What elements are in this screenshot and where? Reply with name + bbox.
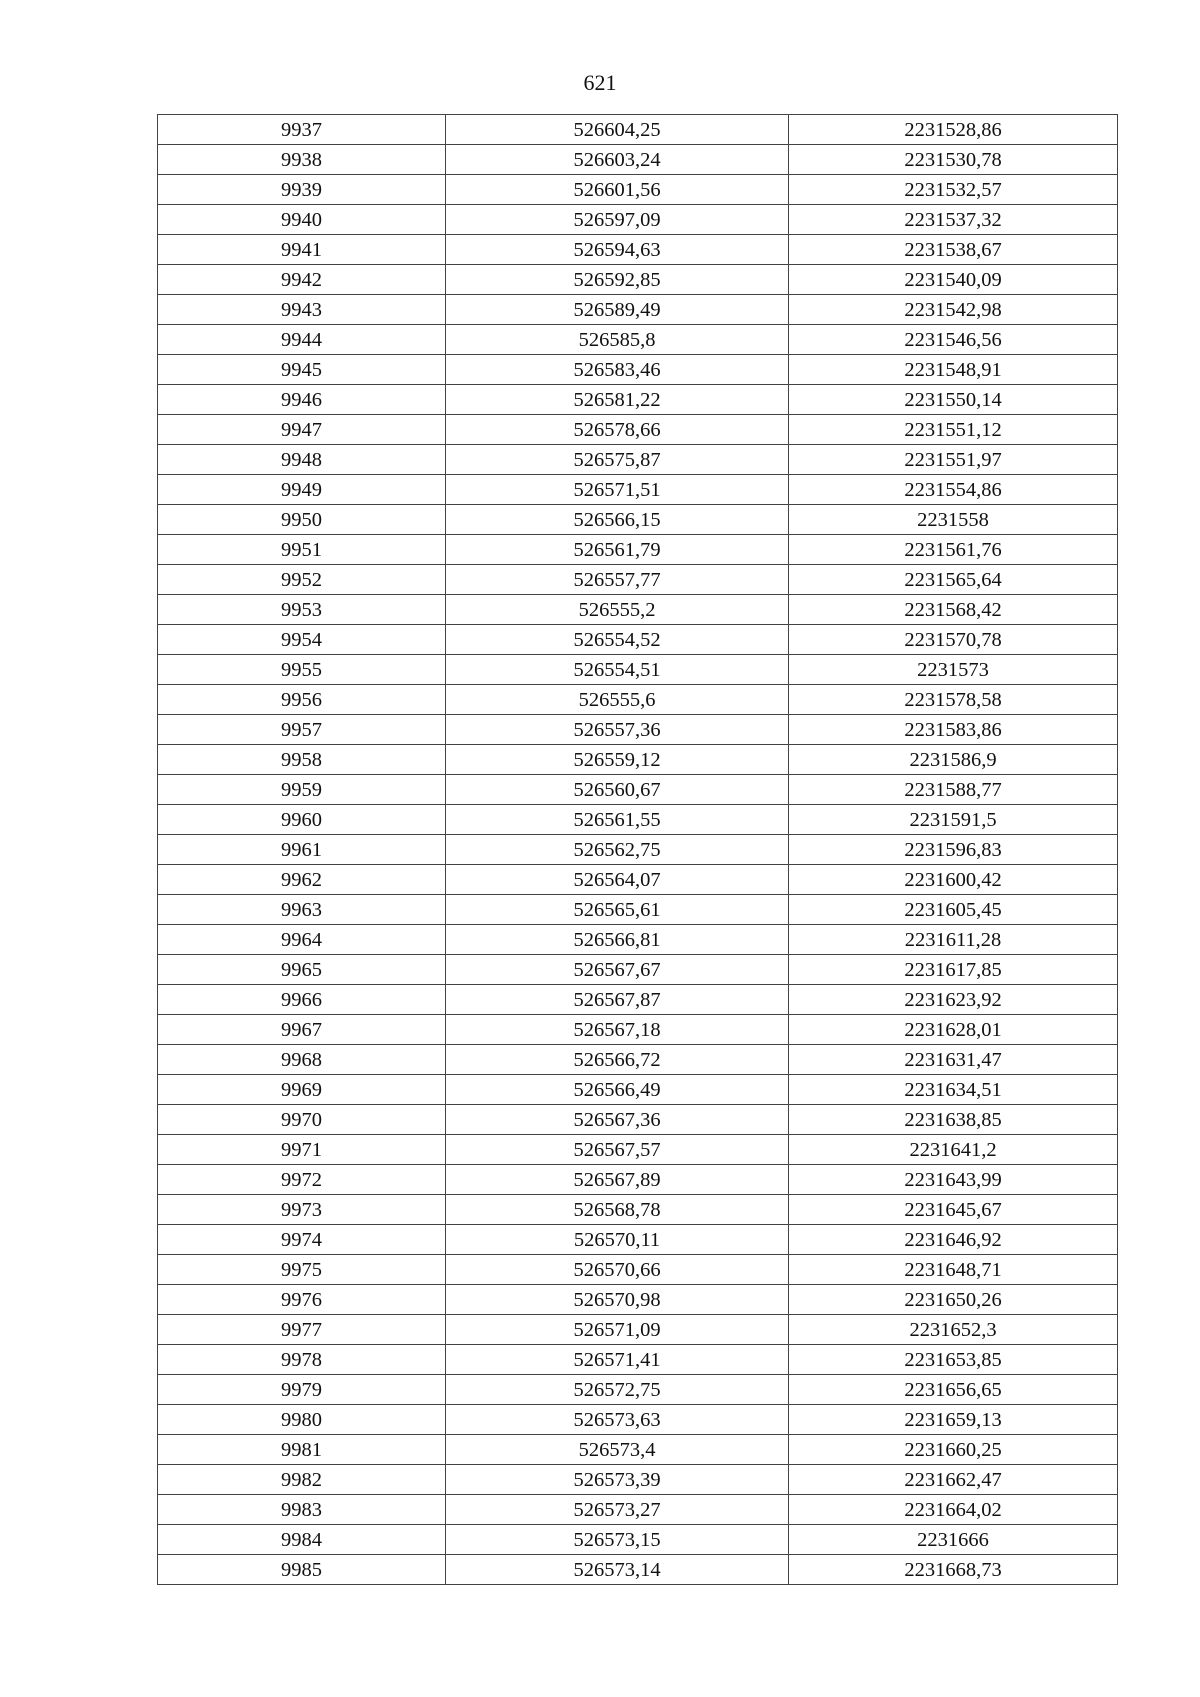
- x-coordinate-cell: 526568,78: [446, 1195, 789, 1225]
- table-row: [158, 1435, 1118, 1465]
- x-coordinate-cell: 526561,55: [446, 805, 789, 835]
- x-coordinate-cell: 526567,57: [446, 1135, 789, 1165]
- y-coordinate-cell: 2231628,01: [789, 1015, 1118, 1045]
- x-coordinate-cell: 526559,12: [446, 745, 789, 775]
- point-number-cell: 9974: [158, 1225, 446, 1255]
- x-coordinate-cell: 526573,27: [446, 1495, 789, 1525]
- x-coordinate-cell: 526561,79: [446, 535, 789, 565]
- y-coordinate-cell: 2231664,02: [789, 1495, 1118, 1525]
- x-coordinate-cell: 526597,09: [446, 205, 789, 235]
- y-coordinate-cell: 2231596,83: [789, 835, 1118, 865]
- x-coordinate-cell: 526566,72: [446, 1045, 789, 1075]
- x-coordinate-cell: 526578,66: [446, 415, 789, 445]
- y-coordinate-cell: 2231532,57: [789, 175, 1118, 205]
- y-coordinate-cell: 2231641,2: [789, 1135, 1118, 1165]
- point-number-cell: 9966: [158, 985, 446, 1015]
- point-number-cell: 9946: [158, 385, 446, 415]
- point-number-cell: 9943: [158, 295, 446, 325]
- x-coordinate-cell: 526564,07: [446, 865, 789, 895]
- x-coordinate-cell: 526571,41: [446, 1345, 789, 1375]
- table-row: [158, 1195, 1118, 1225]
- x-coordinate-cell: 526567,18: [446, 1015, 789, 1045]
- point-number-cell: 9960: [158, 805, 446, 835]
- y-coordinate-cell: 2231605,45: [789, 895, 1118, 925]
- point-number-cell: 9947: [158, 415, 446, 445]
- x-coordinate-cell: 526557,36: [446, 715, 789, 745]
- x-coordinate-cell: 526583,46: [446, 355, 789, 385]
- y-coordinate-cell: 2231537,32: [789, 205, 1118, 235]
- table-row: [158, 805, 1118, 835]
- point-number-cell: 9965: [158, 955, 446, 985]
- table-row: [158, 325, 1118, 355]
- point-number-cell: 9952: [158, 565, 446, 595]
- x-coordinate-cell: 526589,49: [446, 295, 789, 325]
- point-number-cell: 9940: [158, 205, 446, 235]
- table-row: [158, 445, 1118, 475]
- x-coordinate-cell: 526565,61: [446, 895, 789, 925]
- y-coordinate-cell: 2231591,5: [789, 805, 1118, 835]
- x-coordinate-cell: 526567,67: [446, 955, 789, 985]
- table-row: [158, 715, 1118, 745]
- y-coordinate-cell: 2231646,92: [789, 1225, 1118, 1255]
- table-row: [158, 1405, 1118, 1435]
- y-coordinate-cell: 2231600,42: [789, 865, 1118, 895]
- point-number-cell: 9979: [158, 1375, 446, 1405]
- point-number-cell: 9963: [158, 895, 446, 925]
- x-coordinate-cell: 526566,49: [446, 1075, 789, 1105]
- point-number-cell: 9950: [158, 505, 446, 535]
- x-coordinate-cell: 526575,87: [446, 445, 789, 475]
- x-coordinate-cell: 526592,85: [446, 265, 789, 295]
- point-number-cell: 9961: [158, 835, 446, 865]
- y-coordinate-cell: 2231648,71: [789, 1255, 1118, 1285]
- table-row: [158, 775, 1118, 805]
- x-coordinate-cell: 526601,56: [446, 175, 789, 205]
- y-coordinate-cell: 2231653,85: [789, 1345, 1118, 1375]
- y-coordinate-cell: 2231540,09: [789, 265, 1118, 295]
- y-coordinate-cell: 2231548,91: [789, 355, 1118, 385]
- y-coordinate-cell: 2231586,9: [789, 745, 1118, 775]
- y-coordinate-cell: 2231652,3: [789, 1315, 1118, 1345]
- point-number-cell: 9956: [158, 685, 446, 715]
- x-coordinate-cell: 526555,6: [446, 685, 789, 715]
- table-row: [158, 205, 1118, 235]
- point-number-cell: 9948: [158, 445, 446, 475]
- x-coordinate-cell: 526555,2: [446, 595, 789, 625]
- point-number-cell: 9973: [158, 1195, 446, 1225]
- y-coordinate-cell: 2231565,64: [789, 565, 1118, 595]
- y-coordinate-cell: 2231551,97: [789, 445, 1118, 475]
- table-row: [158, 1555, 1118, 1585]
- point-number-cell: 9957: [158, 715, 446, 745]
- y-coordinate-cell: 2231660,25: [789, 1435, 1118, 1465]
- point-number-cell: 9977: [158, 1315, 446, 1345]
- point-number-cell: 9970: [158, 1105, 446, 1135]
- table-row: [158, 1225, 1118, 1255]
- y-coordinate-cell: 2231551,12: [789, 415, 1118, 445]
- point-number-cell: 9944: [158, 325, 446, 355]
- table-row: [158, 145, 1118, 175]
- table-row: [158, 565, 1118, 595]
- point-number-cell: 9980: [158, 1405, 446, 1435]
- x-coordinate-cell: 526554,51: [446, 655, 789, 685]
- point-number-cell: 9982: [158, 1465, 446, 1495]
- y-coordinate-cell: 2231561,76: [789, 535, 1118, 565]
- point-number-cell: 9975: [158, 1255, 446, 1285]
- point-number-cell: 9951: [158, 535, 446, 565]
- table-row: [158, 1105, 1118, 1135]
- point-number-cell: 9972: [158, 1165, 446, 1195]
- table-row: [158, 1495, 1118, 1525]
- x-coordinate-cell: 526570,66: [446, 1255, 789, 1285]
- table-row: [158, 955, 1118, 985]
- point-number-cell: 9953: [158, 595, 446, 625]
- y-coordinate-cell: 2231611,28: [789, 925, 1118, 955]
- y-coordinate-cell: 2231634,51: [789, 1075, 1118, 1105]
- point-number-cell: 9984: [158, 1525, 446, 1555]
- x-coordinate-cell: 526573,39: [446, 1465, 789, 1495]
- x-coordinate-cell: 526571,51: [446, 475, 789, 505]
- table-row: [158, 1045, 1118, 1075]
- x-coordinate-cell: 526570,11: [446, 1225, 789, 1255]
- point-number-cell: 9964: [158, 925, 446, 955]
- y-coordinate-cell: 2231573: [789, 655, 1118, 685]
- point-number-cell: 9981: [158, 1435, 446, 1465]
- table-row: [158, 235, 1118, 265]
- table-row: [158, 985, 1118, 1015]
- x-coordinate-cell: 526572,75: [446, 1375, 789, 1405]
- x-coordinate-cell: 526557,77: [446, 565, 789, 595]
- y-coordinate-cell: 2231656,65: [789, 1375, 1118, 1405]
- y-coordinate-cell: 2231631,47: [789, 1045, 1118, 1075]
- point-number-cell: 9976: [158, 1285, 446, 1315]
- table-row: [158, 115, 1118, 145]
- x-coordinate-cell: 526554,52: [446, 625, 789, 655]
- x-coordinate-cell: 526567,36: [446, 1105, 789, 1135]
- table-row: [158, 295, 1118, 325]
- y-coordinate-cell: 2231568,42: [789, 595, 1118, 625]
- point-number-cell: 9945: [158, 355, 446, 385]
- table-row: [158, 625, 1118, 655]
- table-row: [158, 595, 1118, 625]
- y-coordinate-cell: 2231583,86: [789, 715, 1118, 745]
- y-coordinate-cell: 2231623,92: [789, 985, 1118, 1015]
- coordinates-table-body: [158, 115, 1118, 1585]
- y-coordinate-cell: 2231538,67: [789, 235, 1118, 265]
- table-row: [158, 1015, 1118, 1045]
- point-number-cell: 9941: [158, 235, 446, 265]
- point-number-cell: 9983: [158, 1495, 446, 1525]
- table-row: [158, 1165, 1118, 1195]
- point-number-cell: 9939: [158, 175, 446, 205]
- table-row: [158, 835, 1118, 865]
- point-number-cell: 9959: [158, 775, 446, 805]
- x-coordinate-cell: 526594,63: [446, 235, 789, 265]
- table-row: [158, 1345, 1118, 1375]
- point-number-cell: 9958: [158, 745, 446, 775]
- x-coordinate-cell: 526573,63: [446, 1405, 789, 1435]
- x-coordinate-cell: 526581,22: [446, 385, 789, 415]
- x-coordinate-cell: 526573,14: [446, 1555, 789, 1585]
- point-number-cell: 9942: [158, 265, 446, 295]
- point-number-cell: 9968: [158, 1045, 446, 1075]
- table-row: [158, 895, 1118, 925]
- y-coordinate-cell: 2231588,77: [789, 775, 1118, 805]
- y-coordinate-cell: 2231668,73: [789, 1555, 1118, 1585]
- point-number-cell: 9949: [158, 475, 446, 505]
- y-coordinate-cell: 2231659,13: [789, 1405, 1118, 1435]
- table-row: [158, 385, 1118, 415]
- table-row: [158, 655, 1118, 685]
- coordinates-table: [157, 114, 1118, 1585]
- table-row: [158, 925, 1118, 955]
- y-coordinate-cell: 2231662,47: [789, 1465, 1118, 1495]
- y-coordinate-cell: 2231643,99: [789, 1165, 1118, 1195]
- point-number-cell: 9985: [158, 1555, 446, 1585]
- point-number-cell: 9938: [158, 145, 446, 175]
- table-row: [158, 1135, 1118, 1165]
- point-number-cell: 9969: [158, 1075, 446, 1105]
- x-coordinate-cell: 526566,81: [446, 925, 789, 955]
- x-coordinate-cell: 526567,89: [446, 1165, 789, 1195]
- table-row: [158, 1465, 1118, 1495]
- y-coordinate-cell: 2231638,85: [789, 1105, 1118, 1135]
- x-coordinate-cell: 526567,87: [446, 985, 789, 1015]
- x-coordinate-cell: 526585,8: [446, 325, 789, 355]
- point-number-cell: 9967: [158, 1015, 446, 1045]
- table-row: [158, 1375, 1118, 1405]
- x-coordinate-cell: 526573,15: [446, 1525, 789, 1555]
- table-row: [158, 1315, 1118, 1345]
- point-number-cell: 9971: [158, 1135, 446, 1165]
- x-coordinate-cell: 526560,67: [446, 775, 789, 805]
- table-row: [158, 1255, 1118, 1285]
- table-row: [158, 505, 1118, 535]
- table-row: [158, 685, 1118, 715]
- y-coordinate-cell: 2231550,14: [789, 385, 1118, 415]
- y-coordinate-cell: 2231617,85: [789, 955, 1118, 985]
- point-number-cell: 9955: [158, 655, 446, 685]
- y-coordinate-cell: 2231570,78: [789, 625, 1118, 655]
- y-coordinate-cell: 2231558: [789, 505, 1118, 535]
- y-coordinate-cell: 2231666: [789, 1525, 1118, 1555]
- table-row: [158, 355, 1118, 385]
- y-coordinate-cell: 2231530,78: [789, 145, 1118, 175]
- table-row: [158, 745, 1118, 775]
- point-number-cell: 9937: [158, 115, 446, 145]
- x-coordinate-cell: 526603,24: [446, 145, 789, 175]
- x-coordinate-cell: 526566,15: [446, 505, 789, 535]
- y-coordinate-cell: 2231546,56: [789, 325, 1118, 355]
- table-row: [158, 265, 1118, 295]
- point-number-cell: 9962: [158, 865, 446, 895]
- table-row: [158, 475, 1118, 505]
- point-number-cell: 9978: [158, 1345, 446, 1375]
- y-coordinate-cell: 2231578,58: [789, 685, 1118, 715]
- x-coordinate-cell: 526571,09: [446, 1315, 789, 1345]
- table-row: [158, 1525, 1118, 1555]
- table-row: [158, 865, 1118, 895]
- table-row: [158, 535, 1118, 565]
- x-coordinate-cell: 526562,75: [446, 835, 789, 865]
- x-coordinate-cell: 526573,4: [446, 1435, 789, 1465]
- y-coordinate-cell: 2231554,86: [789, 475, 1118, 505]
- y-coordinate-cell: 2231542,98: [789, 295, 1118, 325]
- page-number: 621: [583, 70, 617, 95]
- table-row: [158, 1285, 1118, 1315]
- point-number-cell: 9954: [158, 625, 446, 655]
- x-coordinate-cell: 526604,25: [446, 115, 789, 145]
- table-row: [158, 1075, 1118, 1105]
- x-coordinate-cell: 526570,98: [446, 1285, 789, 1315]
- y-coordinate-cell: 2231650,26: [789, 1285, 1118, 1315]
- y-coordinate-cell: 2231645,67: [789, 1195, 1118, 1225]
- y-coordinate-cell: 2231528,86: [789, 115, 1118, 145]
- table-row: [158, 415, 1118, 445]
- table-row: [158, 175, 1118, 205]
